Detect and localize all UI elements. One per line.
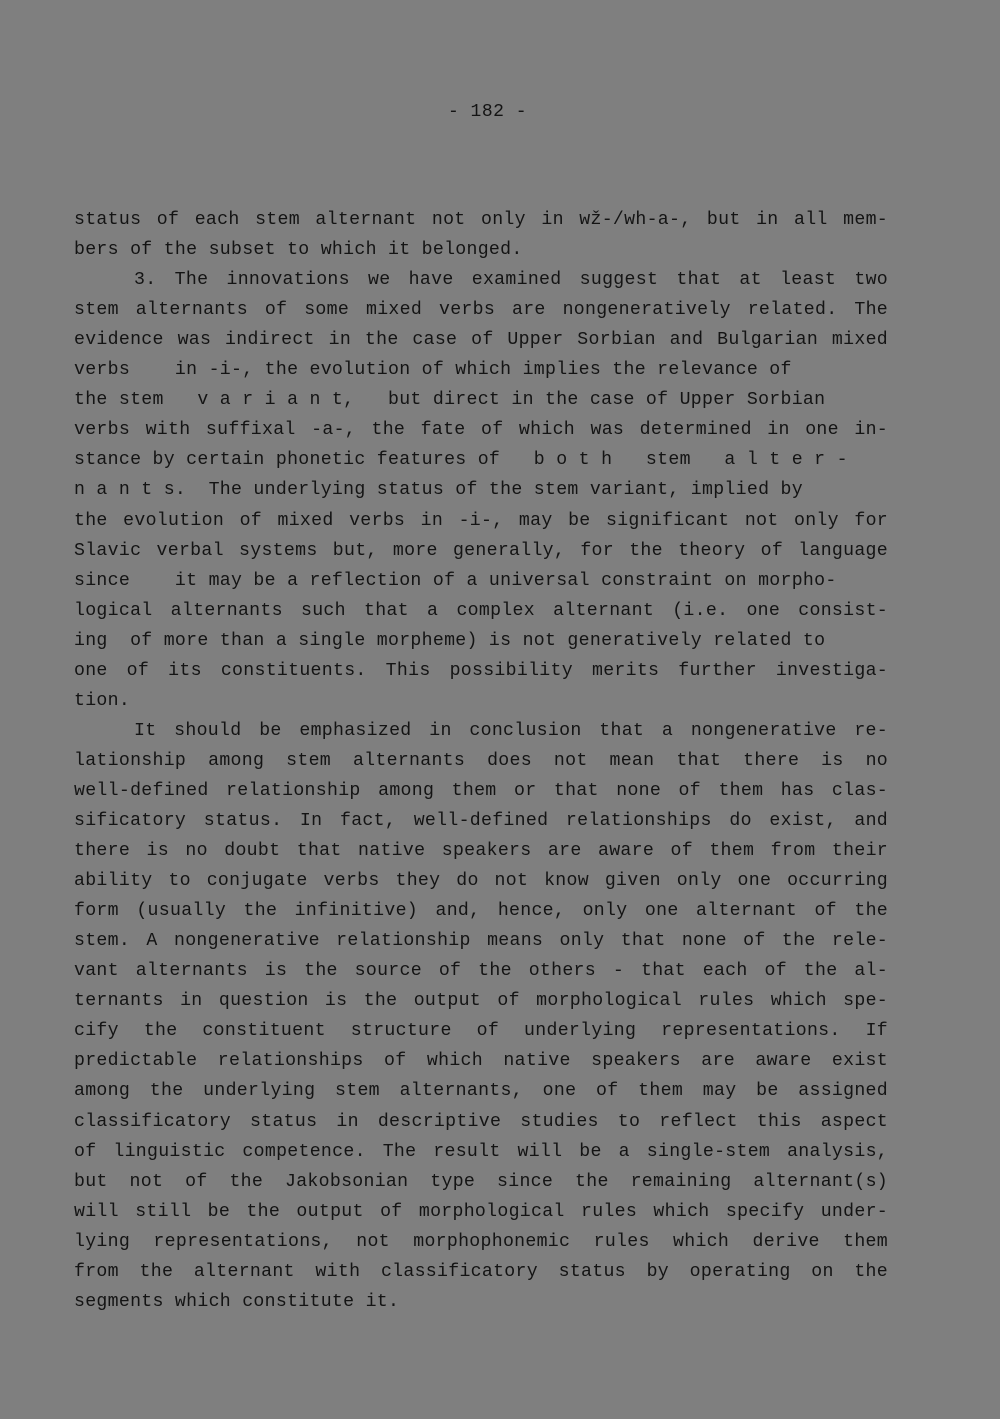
text-line: sificatory status. In fact, well-defined relationships do exist, and (74, 811, 888, 831)
text-line: ternants in question is the output of morphological rules which spe- (74, 991, 888, 1012)
text-line: there is no doubt that native speakers are aware of them from their (74, 841, 888, 862)
text-line: the evolution of mixed verbs in -i-, may be significant not only for (74, 510, 888, 531)
text-line: bers of the subset to which it belonged. (74, 240, 523, 261)
text-line: stem alternants of some mixed verbs are nongeneratively related. The (74, 300, 888, 321)
text-line: well-defined relationship among them or that none of them has clas- (74, 780, 888, 801)
text-line: stem. A nongenerative relationship means only that none of the rele- (74, 931, 888, 952)
text-line: stance by certain phonetic features of b o t h stem a l t e r - (74, 450, 848, 471)
text-line: verbs with suffixal -a-, the fate of which was determined in one in- (74, 420, 888, 441)
text-line: 3. The innovations we have examined suggest that at least two (134, 270, 888, 291)
text-line: will still be the output of morphological rules which specify under- (74, 1201, 888, 1222)
text-line: ing of more than a single morpheme) is not generatively related to (74, 630, 826, 651)
text-line: n a n t s. The underlying status of the stem variant, implied by (74, 480, 803, 501)
text-line: predictable relationships of which native speakers are aware exist (74, 1051, 888, 1072)
page-number: - 182 - (447, 102, 528, 122)
text-line: Slavic verbal systems but, more generally, for the theory of language (74, 540, 888, 561)
text-line: lationship among stem alternants does not mean that there is no (74, 750, 888, 771)
text-line: one of its constituents. This possibility merits further investiga- (74, 660, 888, 681)
text-line: the stem v a r i a n t, but direct in the case of Upper Sorbian (74, 390, 826, 411)
text-line: cify the constituent structure of underlying representations. If (74, 1021, 888, 1042)
text-line: segments which constitute it. (74, 1291, 400, 1312)
text-line: It should be emphasized in conclusion that a nongenerative re- (134, 720, 888, 741)
text-line: but not of the Jakobsonian type since the remaining alternant(s) (74, 1171, 888, 1192)
text-line: of linguistic competence. The result will be a single-stem analysis, (74, 1141, 888, 1162)
text-line: status of each stem alternant not only in wž-/wh-a-, but in all mem- (74, 210, 888, 230)
text-line: evidence was indirect in the case of Upper Sorbian and Bulgarian mixed (74, 330, 888, 351)
text-line: form (usually the infinitive) and, hence, only one alternant of the (74, 901, 888, 922)
text-line: ability to conjugate verbs they do not know given only one occurring (74, 871, 888, 892)
text-line: among the underlying stem alternants, one of them may be assigned (74, 1081, 888, 1102)
text-line: logical alternants such that a complex alternant (i.e. one consist- (74, 600, 888, 621)
text-line: vant alternants is the source of the others - that each of the al- (74, 961, 888, 982)
text-line: since it may be a reflection of a universal constraint on morpho- (74, 570, 837, 591)
text-line: verbs in -i-, the evolution of which implies the relevance of (74, 360, 792, 381)
text-line: lying representations, not morphophonemic rules which derive them (74, 1231, 888, 1252)
text-line: classificatory status in descriptive studies to reflect this aspect (74, 1111, 888, 1132)
text-line: tion. (74, 690, 131, 711)
text-line: from the alternant with classificatory status by operating on the (74, 1261, 888, 1282)
